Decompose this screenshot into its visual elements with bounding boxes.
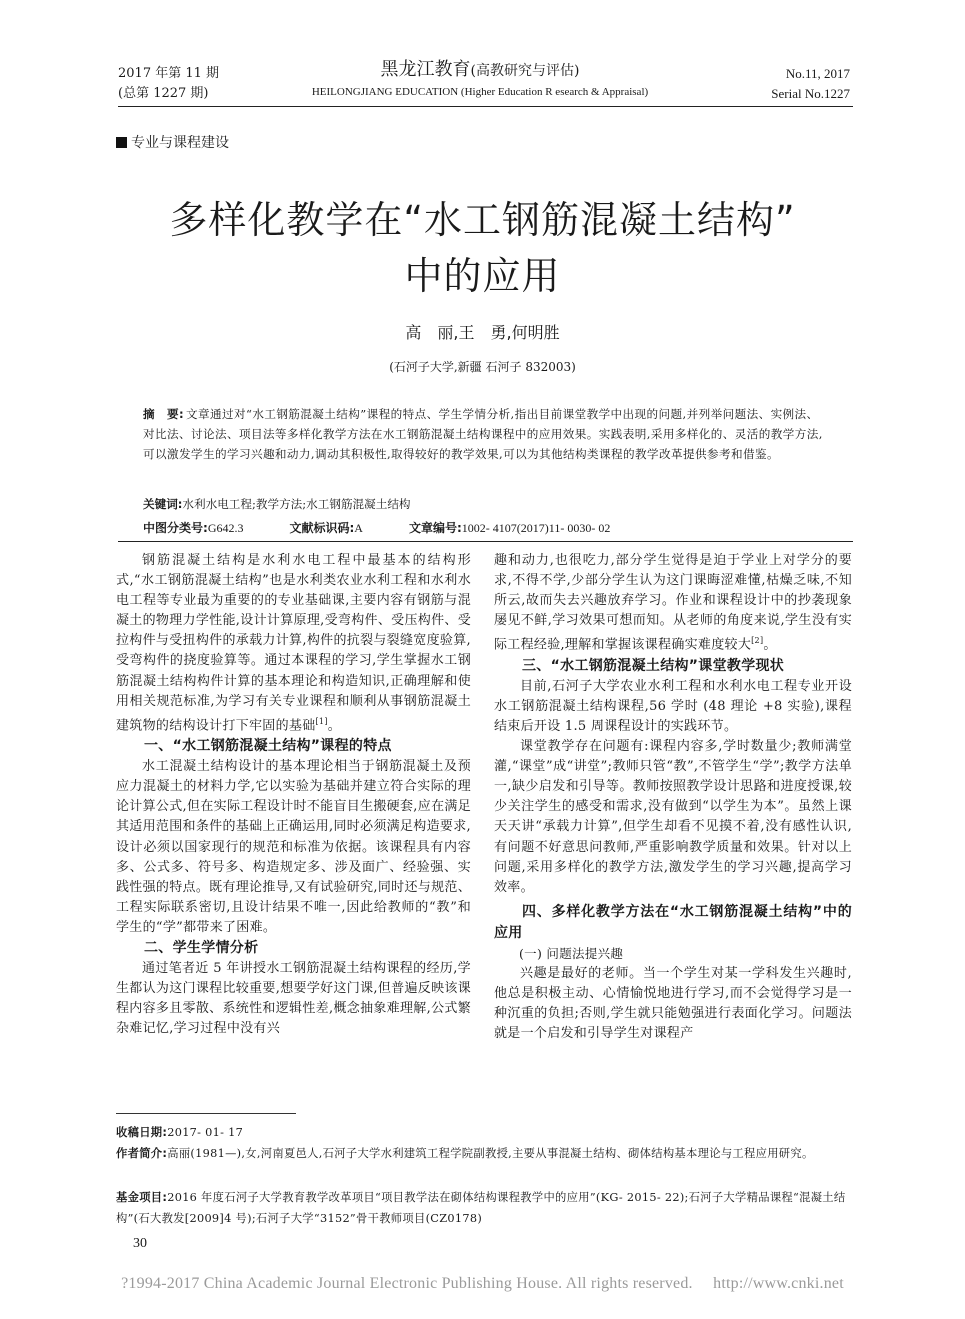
- keywords-label: 关键词:: [143, 497, 183, 511]
- section-heading: 四、多样化教学方法在“水工钢筋混凝土结构”中的应用: [494, 903, 852, 941]
- square-bullet-icon: [116, 137, 127, 148]
- page-number: 30: [133, 1236, 147, 1251]
- keywords: [143, 496, 823, 512]
- article-number-label: 文章编号:: [408, 521, 462, 535]
- issue-number: 2017 年第 11 期: [118, 66, 220, 81]
- received-label: 收稿日期:: [116, 1126, 168, 1139]
- keywords-text: 水利水电工程;教学方法;水工钢筋混凝土结构: [182, 497, 411, 511]
- authors: 高 丽,王 勇,何明胜: [405, 323, 560, 342]
- received-value: 2017- 01- 17: [167, 1126, 244, 1139]
- journal-masthead: [260, 58, 700, 101]
- funding-label: 基金项目:: [116, 1191, 168, 1204]
- left-column: [116, 551, 471, 1039]
- classification-line: [143, 519, 843, 536]
- paragraph: 通过笔者近 5 年讲授水工钢筋混凝土结构课程的经历,学生都认为这门课程比较重要,想要学好这门课,但普遍反映该课程内容多且零散、系统性和逻辑性差,概念抽象难理解,公式繁杂难记忆,学习过程中没有兴: [116, 961, 471, 1037]
- article-title-line1: 多样化教学在“水工钢筋混凝土结构”: [169, 198, 796, 242]
- author-bio-label: 作者简介:: [116, 1147, 168, 1160]
- subsection-heading: (一) 问题法提兴趣: [519, 945, 624, 961]
- abstract: [143, 404, 823, 465]
- right-column: [494, 551, 852, 1044]
- section-heading: 三、“水工钢筋混凝土结构”课堂教学现状: [522, 657, 785, 674]
- paragraph: 钢筋混凝土结构是水利水电工程中最基本的结构形式,“水工钢筋混凝土结构”也是水利类农业水利工程和水利水电工程等专业最为重要的的专业基础课,主要内容有钢筋与混凝土的物理力学性能,设计计算原理,受弯构件、受压构件、受拉构件与受扭构件的承载力计算,构件的抗裂与裂缝宽度验算,受弯构件的挠度验算等。通过本课程的学习,学生掌握水工钢筋混凝土结构构件计算的基本理论和构造知识,正确理解和使用相关规范标准,为学习有关专业课程和顺利从事钢筋混凝土建筑物的结构设计打下牢固的基础[1]。: [116, 553, 471, 734]
- author-bio: [116, 1143, 854, 1164]
- doc-code-value: A: [354, 521, 363, 535]
- issue-number-en: No.11, 2017: [785, 66, 850, 81]
- article-title: [80, 192, 885, 304]
- abstract-text: 文章通过对“水工钢筋混凝土结构”课程的特点、学生学情分析,指出目前课堂教学中出现的问题,并列举问题法、实例法、对比法、讨论法、项目法等多样化教学方法在水工钢筋混凝土结构课程中的应用效果。实践表明,采用多样化的、灵活的教学方法,可以激发学生的学习兴趣和动力,调动其积极性,取得较好的教学效果,可以为其他结构类课程的教学改革提供参考和借鉴。: [143, 407, 823, 462]
- clc-value: G642.3: [207, 521, 244, 535]
- journal-name-en: HEILONGJIANG EDUCATION (Higher Education R esearch & Appraisal): [311, 86, 649, 98]
- funding-info: [116, 1187, 854, 1229]
- doc-code-label: 文献标识码:: [289, 521, 355, 535]
- article-number-value: 1002- 4107(2017)11- 0030- 02: [461, 521, 611, 535]
- journal-subtitle: (高教研究与评估): [470, 63, 580, 79]
- section-heading: 一、“水工钢筋混凝土结构”课程的特点: [144, 738, 392, 755]
- serial-issue: (总第 1227 期): [118, 86, 209, 101]
- body-divider: [118, 541, 853, 542]
- journal-name-cn: 黑龙江教育: [380, 59, 471, 80]
- section-tag: [116, 132, 229, 152]
- affiliation: (石河子大学,新疆 石河子 832003): [389, 360, 576, 374]
- paragraph: 趣和动力,也很吃力,部分学生觉得是迫于学业上对学分的要求,不得不学,少部分学生认为这门课晦涩难懂,枯燥乏味,不知所云,故而失去兴趣放弃学习。作业和课程设计中的抄袭现象屡见不鲜,学习效果可想而知。从老师的角度来说,学生没有实际工程经验,理解和掌握该课程确实难度较大[2]。: [494, 553, 852, 653]
- citation-ref: [2]: [751, 636, 764, 646]
- paragraph: 兴趣是最好的老师。当一个学生对某一学科发生兴趣时,他总是积极主动、心情愉悦地进行学习,而不会觉得学习是一种沉重的负担;否则,学生就只能勉强进行表面化学习。问题法就是一个启发和引导学生对课程产: [494, 965, 852, 1042]
- author-bio-text: 高丽(1981—),女,河南夏邑人,石河子大学水利建筑工程学院副教授,主要从事混凝土结构、砌体结构基本理论与工程应用研究。: [167, 1147, 814, 1160]
- paragraph: 水工混凝土结构设计的基本理论相当于钢筋混凝土及预应力混凝土的材料力学,它以实验为基础并建立符合实际的理论计算公式,但在实际工程设计时不能盲目生搬硬套,应在满足其适用范围和条件的基础上正确运用,同时必须满足构造要求,设计必须以国家现行的规范和标准为依据。该课程具有内容多、公式多、符号多、构造规定多、涉及面广、经验强、实践性强的特点。既有理论推导,又有试验研究,同时还与规范、工程实际联系密切,且设计结果不唯一,因此给教师的“教”和学生的“学”都带来了困难。: [116, 759, 471, 935]
- abstract-label: 摘 要:: [143, 407, 185, 421]
- received-date: [116, 1122, 854, 1143]
- serial-number-en: Serial No.1227: [771, 86, 850, 101]
- section-tag-label: 专业与课程建设: [131, 135, 229, 151]
- issue-info: [118, 64, 219, 104]
- copyright-notice: ?1994-2017 China Academic Journal Electronic Publishing House. All rights reserved. http://www.cnki.net: [121, 1275, 844, 1292]
- footnote-divider: [116, 1113, 296, 1114]
- funding-text: 2016 年度石河子大学教育教学改革项目“项目教学法在砌体结构课程教学中的应用”(KG- 2015- 22);石河子大学精品课程“混凝土结构”(石大教发[2009]4 号);石河子大学“3152”骨干教师项目(CZ0178): [116, 1191, 846, 1225]
- clc-label: 中图分类号:: [143, 521, 208, 535]
- header-divider: [118, 106, 853, 107]
- citation-ref: [1]: [315, 716, 328, 726]
- paragraph: 目前,石河子大学农业水利工程和水利水电工程专业开设水工钢筋混凝土结构课程,56 学时 (48 理论 +8 实验),课程结束后开设 1.5 周课程设计的实践环节。: [494, 678, 852, 734]
- paragraph: 课堂教学存在问题有:课程内容多,学时数量少;教师满堂灌,“课堂”成“讲堂”;教师只管“教”,不管学生“学”;教学方法单一,缺少启发和引导等。教师按照教学设计思路和进度授课,较少关注学生的感受和需求,没有做到“以学生为本”。虽然上课天天讲“承载力计算”,但学生却看不见摸不着,没有感性认识,有问题不好意思问教师,严重影响教学质量和效果。针对以上问题,采用多样化的教学方法,激发学生的学习兴趣,提高学习效率。: [494, 739, 852, 895]
- article-title-line2: 中的应用: [404, 254, 561, 298]
- issue-info-en: [700, 64, 850, 104]
- section-heading: 二、学生学情分析: [144, 940, 259, 957]
